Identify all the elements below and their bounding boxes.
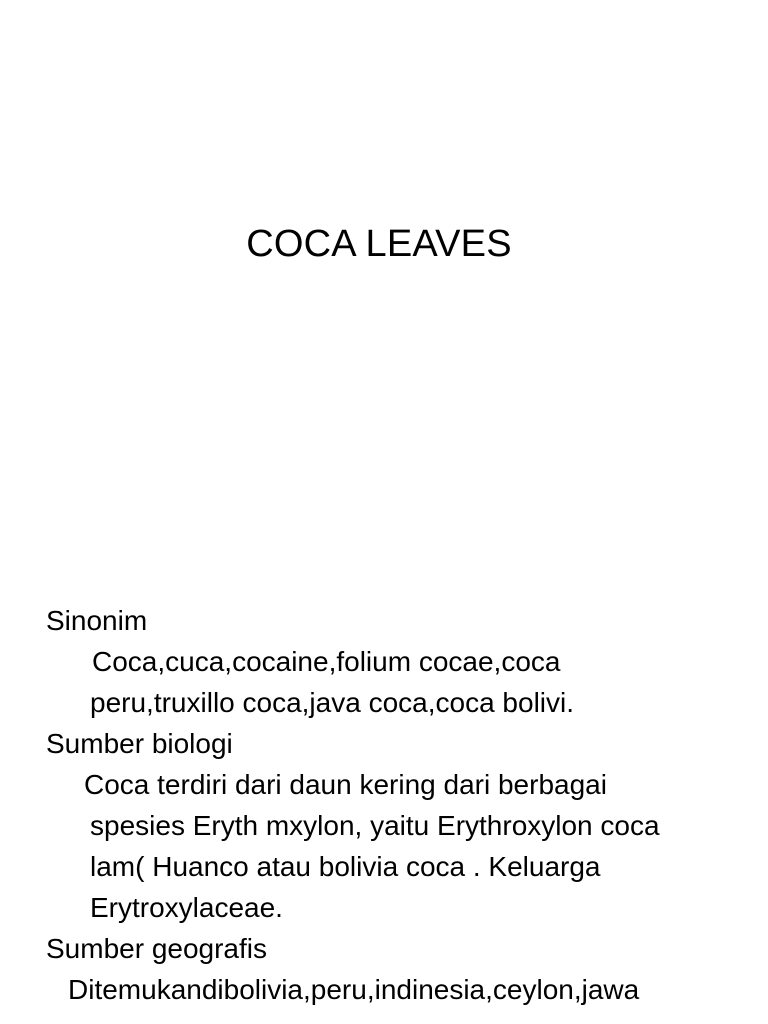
text-line: Erytroxylaceae.: [90, 892, 283, 923]
text-line: Coca terdiri dari daun kering dari berbagai: [84, 769, 607, 800]
section-heading-sumber-geografis: Sumber geografis: [46, 933, 268, 964]
text-line: Ditemukandibolivia,peru,indinesia,ceylon,jawa: [68, 974, 640, 1005]
section-text-sumber-biologi: [46, 764, 746, 928]
text-line: peru,truxillo coca,java coca,coca bolivi.: [90, 687, 575, 718]
text-line: spesies Eryth mxylon, yaitu Erythroxylon coca: [90, 810, 660, 841]
text-line: lam( Huanco atau bolivia coca . Keluarga: [90, 851, 601, 882]
section-text-sinonim: [46, 641, 746, 723]
section-heading-sinonim: Sinonim: [46, 605, 148, 636]
section-heading-sumber-biologi: Sumber biologi: [46, 728, 233, 759]
slide-title: COCA LEAVES: [246, 223, 512, 265]
slide-body: [46, 600, 746, 1010]
text-line: Coca,cuca,cocaine,folium cocae,coca: [92, 646, 561, 677]
section-text-sumber-geografis: [46, 969, 746, 1010]
